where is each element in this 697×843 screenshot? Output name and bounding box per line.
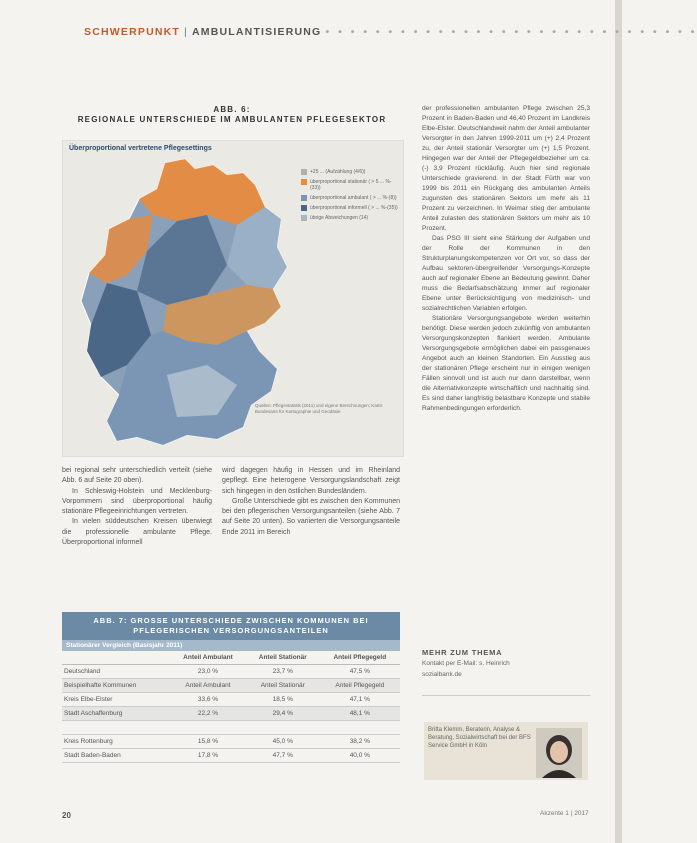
table-row (62, 665, 400, 679)
table-cell (246, 721, 320, 735)
table-cell: Anteil Ambulant (170, 679, 246, 693)
legend-swatch (301, 179, 307, 185)
table-cell (320, 721, 400, 735)
table-body (62, 665, 400, 763)
author-bio: Britta Klemm, Beraterin, Analyse & Beratung, Sozialwirtschaft bei der BFS Service GmbH in Köln (428, 727, 531, 749)
table-cell: 47,5 % (320, 665, 400, 679)
paragraph: Das PSG III sieht eine Stärkung der Aufgaben und der Rolle der Kommunen in den Strukturplanungskompetenzen vor Ort vor, so dass der Aufbau sektoren-übergreifender Versorgungs-Konzepte auch auf regionaler Ebene an Bedeutung gewinnt. Daher muss die Bedarfsabschätzung immer auf regionaler Ebene unter Berücksichtigung von medizinisch- und sozialrechtlichen Variablen erfolgen. (422, 235, 590, 312)
table-header-row (62, 651, 400, 665)
table-cell: Kreis Rottenburg (62, 735, 170, 749)
paragraph: der professionellen ambulanten Pflege zwischen 25,3 Prozent in Baden-Baden und 46,40 Prozent im Landkreis Elbe-Elster. Deutschlandweit nahm der Anteil ambulanter Versorgter in den Jahren 1999-2011 um (+) 2,4 Prozent zu, der Anteil stationär Versorgter um (+) 1,5 Prozent. Hingegen war der Anteil der Pflegegeldbezieher um ca. (-) 3,9 Prozent rückläufig. Auch hier sind regionale Unterschiede gravierend. In der Stadt Fürth war von 1999 bis 2011 ein Rückgang des ambulanten Anteils zugunsten des stationären Sektors um mehr als 11 Prozent zu verzeichnen. In Weimar stieg der ambulante Anteil zulasten des stationären Sektors um mehr als 10 Prozent. (422, 105, 590, 232)
figure-title (62, 105, 402, 125)
table-cell: 48,1 % (320, 707, 400, 721)
page-edge (615, 0, 622, 843)
region-north-orange (139, 159, 265, 225)
table-row (62, 721, 400, 735)
legend-item: +25 ... (Aufzählung (4/6)) (301, 169, 401, 175)
more-info-contact: Kontakt per E-Mail: s. Heinrich (422, 660, 510, 667)
issue-label: Akzente 1 | 2017 (540, 810, 589, 817)
table-row (62, 735, 400, 749)
table-cell: 47,7 % (246, 749, 320, 763)
table-cell: 33,6 % (170, 693, 246, 707)
paragraph: bei regional sehr unterschiedlich verteilt (siehe Abb. 6 auf Seite 20 oben). (62, 467, 212, 485)
table-cell: 29,4 % (246, 707, 320, 721)
table-cell: Beispielhafte Kommunen (62, 679, 170, 693)
map-figure (62, 140, 404, 457)
body-column-right (422, 104, 590, 414)
table-row (62, 679, 400, 693)
more-info-link[interactable]: sozialbank.de (422, 671, 462, 678)
table-cell: Kreis Elbe-Elster (62, 693, 170, 707)
map-source: Quellen: Pflegestatistik (2011) und eigene Berechnungen; Karte: Bundesamt für Kartographie und Geodäsie (255, 403, 384, 414)
header-sep: | (184, 26, 188, 38)
table-cell: 45,0 % (246, 735, 320, 749)
table-row (62, 707, 400, 721)
header-dots: • • • • • • • • • • • • • • • • • • • • • • • • • • • • • • (325, 26, 697, 38)
table-cell: Anteil Pflegegeld (320, 679, 400, 693)
table-cell: 22,2 % (170, 707, 246, 721)
paragraph: wird dagegen häufig in Hessen und im Rheinland gepflegt. Eine heterogene Versorgungslandschaft zeigt sich hingegen in den östlichen Bundesländern. (222, 467, 400, 495)
table-cell (170, 721, 246, 735)
map-title: Überproportional vertretene Pflegesettings (69, 145, 212, 152)
table-subtitle: Stationärer Vergleich (Basisjahr 2011) (62, 640, 400, 651)
table-row (62, 749, 400, 763)
author-box (424, 722, 588, 780)
paragraph: Große Unterschiede gibt es zwischen den Kommunen bei den pflegerischen Versorgungsanteilen (siehe Abb. 7 auf Seite 20 unten). So variierten die Versorgungsanteile Ende 2011 im Bereich (222, 497, 400, 536)
page-number: 20 (62, 811, 71, 820)
table-cell: 17,8 % (170, 749, 246, 763)
column-header: Anteil Ambulant (170, 651, 246, 665)
table-title: ABB. 7: GROSSE UNTERSCHIEDE ZWISCHEN KOMMUNEN BEI PFLEGERISCHEN VERSORGUNGSANTEILEN (62, 612, 400, 640)
legend-swatch (301, 205, 307, 211)
divider (422, 695, 590, 696)
table-cell: 47,1 % (320, 693, 400, 707)
legend-item: übrige Abweichungen (14) (301, 215, 401, 221)
legend-item: überproportional ambulant ( > ... %-(8)) (301, 195, 401, 201)
header-section: AMBULANTISIERUNG (191, 26, 322, 38)
column-header: Anteil Pflegegeld (320, 651, 400, 665)
table-cell (62, 721, 170, 735)
table-cell: 23,7 % (246, 665, 320, 679)
column-header: Anteil Stationär (246, 651, 320, 665)
body-column-middle (222, 466, 400, 538)
legend-item: überproportional stationär ( > 5 ... %-(33)) (301, 179, 401, 191)
header-kicker: SCHWERPUNKT (84, 26, 181, 38)
more-info-title: MEHR ZUM THEMA (422, 648, 503, 657)
table-cell: 23,0 % (170, 665, 246, 679)
portrait-icon (536, 728, 582, 778)
table-cell: Stadt Aschaffenburg (62, 707, 170, 721)
table-cell: Anteil Stationär (246, 679, 320, 693)
table-cell: Stadt Baden-Baden (62, 749, 170, 763)
figure-label: ABB. 6: (213, 105, 251, 114)
table-cell: 18,5 % (246, 693, 320, 707)
paragraph: In vielen süddeutschen Kreisen überwiegt die professionelle ambulante Pflege. Überproportional informell (62, 518, 212, 547)
body-column-left (62, 466, 212, 548)
comparison-table (62, 612, 400, 763)
legend-swatch (301, 195, 307, 201)
table-cell: 40,0 % (320, 749, 400, 763)
table-cell: Deutschland (62, 665, 170, 679)
column-header (62, 651, 170, 665)
table-row (62, 693, 400, 707)
section-header (84, 26, 697, 38)
map-legend (301, 169, 401, 225)
figure-heading: REGIONALE UNTERSCHIEDE IM AMBULANTEN PFLEGESEKTOR (77, 115, 387, 124)
table-cell: 38,2 % (320, 735, 400, 749)
paragraph: In Schleswig-Holstein und Mecklenburg-Vorpommern sind überproportional häufig stationäre Pflegeeinrichtungen vertreten. (62, 487, 212, 516)
table-cell: 15,8 % (170, 735, 246, 749)
data-table (62, 651, 400, 763)
more-info-box (422, 648, 590, 696)
legend-item: überproportional informell ( > ... %-(35)) (301, 205, 401, 211)
legend-swatch (301, 215, 307, 221)
author-photo (536, 728, 582, 778)
legend-swatch (301, 169, 307, 175)
paragraph: Stationäre Versorgungsangebote werden weiterhin benötigt. Diese werden jedoch zukünftig von ambulanten Versorgungskonzepten flankiert werden. Ambulante Versorgungsgebote ermöglichen dabei ein passgenaues Angebot auch an kleinen Standorten. Ein Ausstieg aus der stationären Pflege erscheint nur in einigen wenigen Fällen sinnvoll und ist auch nur dann darstellbar, wenn die Alternativkonzepte wirtschaftlich und nachhaltig sind. Es sind daher langfristig belastbare Konzepte und stabile Rahmenbedingungen erforderlich. (422, 315, 590, 412)
